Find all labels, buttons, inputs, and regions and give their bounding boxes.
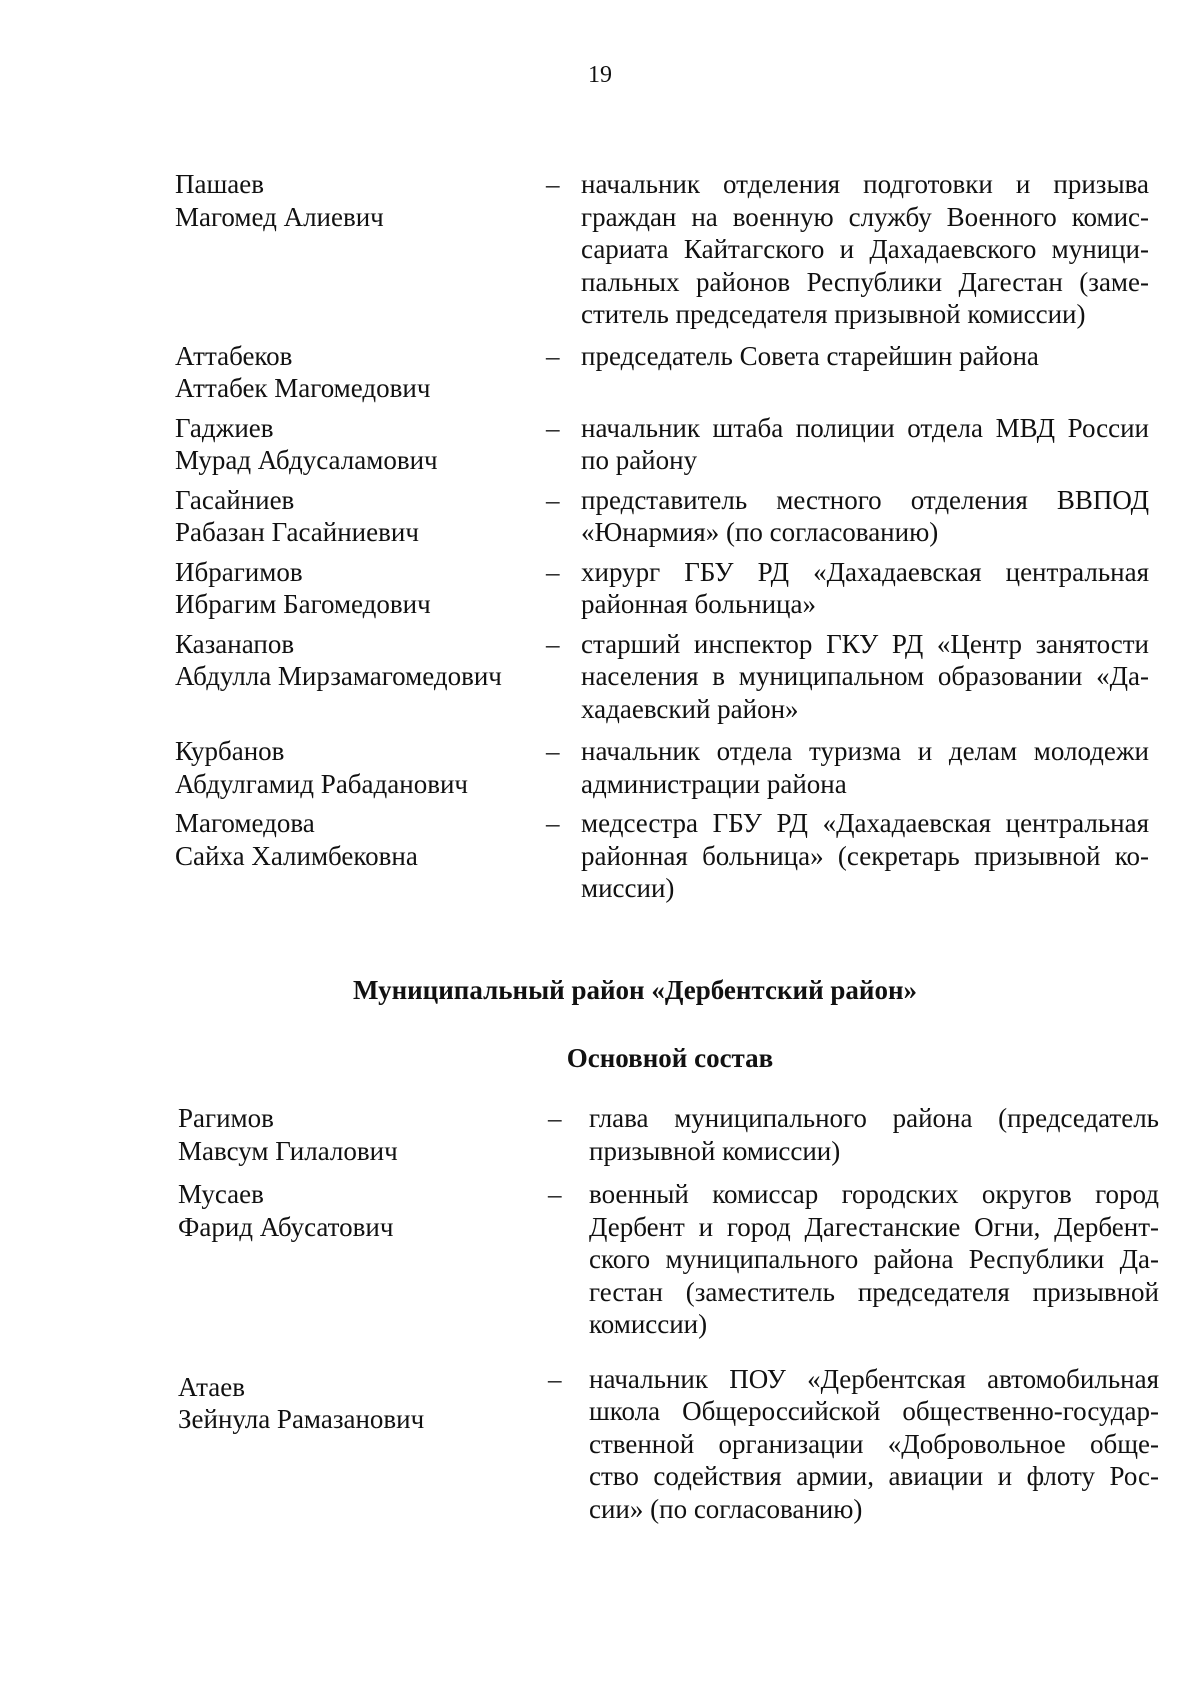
position-line: начальник отдела туризма и делам молодежи (581, 736, 1149, 766)
member-name (0, 628, 545, 693)
member-given-name: Мурад Абдусаламович (175, 445, 438, 475)
member-position (589, 1178, 1159, 1341)
position-line: гестан (заместитель председателя призывной (589, 1276, 1159, 1307)
member-given-name: Рабазан Гасайниевич (175, 517, 419, 547)
position-line: призывной комиссии) (589, 1135, 841, 1166)
member-name (0, 556, 545, 621)
dash-separator: – (546, 484, 560, 515)
member-row (0, 807, 1200, 905)
member-position (581, 735, 1149, 800)
dash-separator: – (548, 1363, 562, 1394)
member-position (581, 484, 1149, 549)
member-row (0, 340, 1200, 405)
dash-separator: – (546, 340, 560, 371)
dash-separator: – (546, 808, 560, 838)
member-name (0, 168, 545, 233)
member-position (581, 807, 1149, 905)
position-line: хирург ГБУ РД «Дахадаевская центральная (581, 556, 1149, 587)
member-given-name: Магомед Алиевич (175, 201, 384, 232)
position-line: старший инспектор ГКУ РД «Центр занятости (581, 628, 1149, 659)
member-given-name: Аттабек Магомедович (175, 373, 431, 403)
member-surname: Гасайниев (175, 484, 295, 515)
member-name (0, 807, 545, 872)
member-position (581, 168, 1149, 331)
position-line: миссии) (581, 873, 675, 903)
member-surname: Мусаев (178, 1179, 264, 1209)
position-line: населения в муниципальном образовании «Да- (581, 661, 1149, 691)
position-line: Дербент и город Дагестанские Огни, Дербент- (589, 1211, 1159, 1242)
member-given-name: Ибрагим Багомедович (175, 589, 431, 619)
composition-heading: Основной состав (566, 1043, 774, 1073)
member-given-name: Абдулгамид Рабаданович (175, 768, 468, 799)
member-given-name: Сайха Халимбековна (175, 840, 418, 871)
member-row (0, 556, 1200, 621)
member-row (0, 735, 1200, 800)
member-name (0, 735, 545, 800)
member-list-dakhadaevsky (0, 168, 1200, 905)
member-row (0, 1363, 1200, 1526)
member-given-name: Мавсум Гилалович (178, 1135, 398, 1166)
position-line: ститель председателя призывной комиссии) (581, 299, 1086, 329)
dash-separator: – (546, 736, 560, 766)
member-name (0, 412, 545, 477)
position-line: военный комиссар городских округов город (589, 1179, 1159, 1209)
member-position (581, 628, 1149, 726)
position-line: сариата Кайтагского и Дахадаевского муници- (581, 234, 1149, 264)
position-line: начальник отделения подготовки и призыва (581, 169, 1149, 199)
district-heading: Муниципальный район «Дербентский район» (352, 975, 918, 1005)
member-name (0, 340, 545, 405)
member-list-derbentsky (0, 1102, 1200, 1525)
position-line: районная больница» (секретарь призывной ко- (581, 840, 1149, 871)
position-line: ственной организации «Добровольное обще- (589, 1428, 1159, 1459)
member-surname: Магомедова (175, 808, 315, 838)
member-surname: Гаджиев (175, 412, 274, 443)
member-surname: Курбанов (175, 736, 285, 766)
member-row (0, 628, 1200, 726)
member-row (0, 1178, 1200, 1341)
dash-separator: – (546, 169, 560, 199)
member-row (0, 1102, 1200, 1167)
member-surname: Атаев (178, 1371, 245, 1402)
position-line: хадаевский район» (581, 693, 799, 724)
member-surname: Аттабеков (175, 340, 293, 371)
member-position (589, 1363, 1159, 1526)
member-name (0, 1178, 548, 1243)
dash-separator: – (546, 628, 560, 659)
position-line: комиссии) (589, 1309, 708, 1339)
position-line: ского муниципального района Республики Да- (589, 1244, 1159, 1274)
position-line: председатель Совета старейшин района (581, 340, 1039, 371)
position-line: представитель местного отделения ВВПОД (581, 484, 1149, 515)
member-row (0, 412, 1200, 477)
member-position (581, 412, 1149, 477)
member-given-name: Абдулла Мирзамагомедович (175, 661, 502, 691)
member-row (0, 484, 1200, 549)
member-surname: Рагимов (178, 1103, 274, 1133)
dash-separator: – (548, 1179, 562, 1209)
member-given-name: Зейнула Рамазанович (178, 1404, 425, 1434)
position-line: районная больница» (581, 589, 816, 619)
page-number: 19 (588, 62, 612, 88)
position-line: по району (581, 445, 698, 475)
dash-separator: – (548, 1103, 562, 1133)
member-name (0, 484, 545, 549)
member-surname: Пашаев (175, 169, 264, 199)
position-line: начальник штаба полиции отдела МВД России (581, 412, 1149, 443)
position-line: «Юнармия» (по согласованию) (581, 517, 939, 547)
position-line: ство содействия армии, авиации и флоту Рос- (589, 1461, 1159, 1491)
position-line: администрации района (581, 768, 847, 799)
member-row (0, 168, 1200, 331)
member-position (581, 340, 1149, 373)
dash-separator: – (546, 556, 560, 587)
member-surname: Ибрагимов (175, 556, 303, 587)
member-position (589, 1102, 1159, 1167)
member-surname: Казанапов (175, 628, 295, 659)
position-line: граждан на военную службу Военного комис- (581, 201, 1149, 232)
position-line: сии» (по согласованию) (589, 1493, 863, 1524)
member-given-name: Фарид Абусатович (178, 1211, 394, 1242)
member-name (0, 1363, 548, 1436)
position-line: школа Общероссийской общественно-государ- (589, 1396, 1159, 1426)
member-position (581, 556, 1149, 621)
position-line: глава муниципального района (председатель (589, 1103, 1159, 1133)
member-name (0, 1102, 548, 1167)
position-line: начальник ПОУ «Дербентская автомобильная (589, 1363, 1159, 1394)
position-line: пальных районов Республики Дагестан (заме- (581, 266, 1149, 297)
position-line: медсестра ГБУ РД «Дахадаевская центральная (581, 808, 1149, 838)
dash-separator: – (546, 412, 560, 443)
